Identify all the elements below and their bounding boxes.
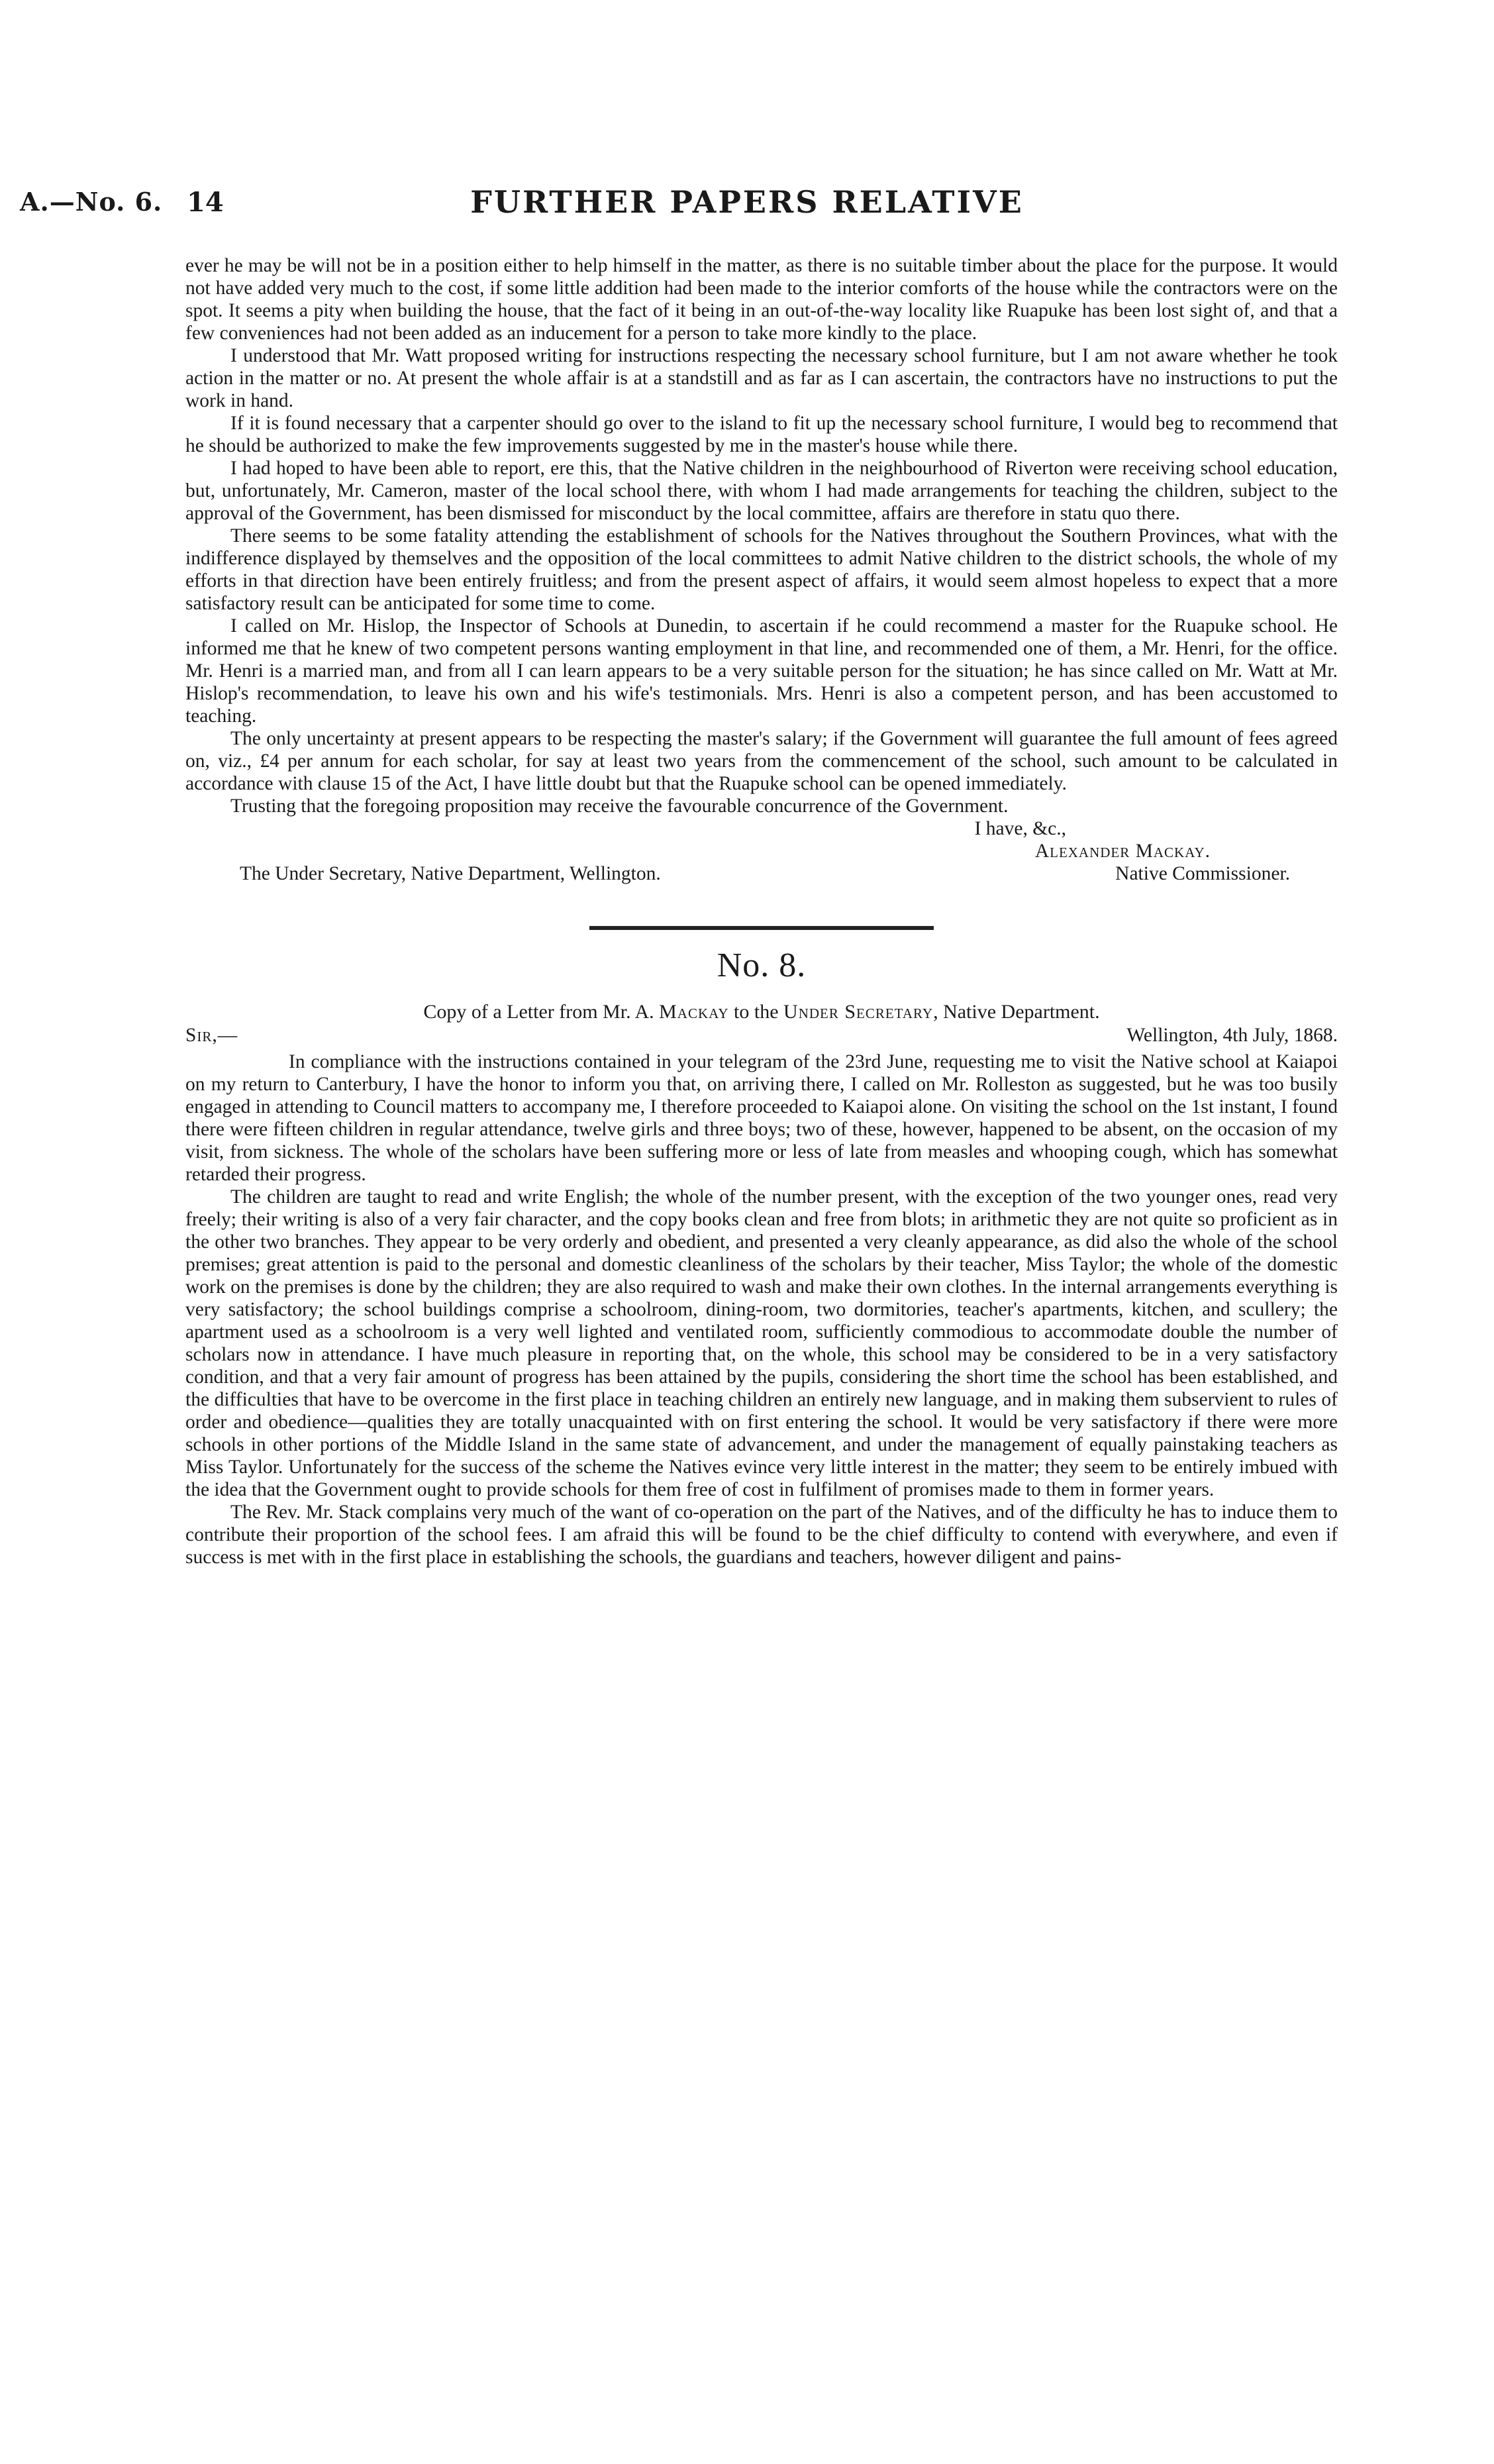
running-title: FURTHER PAPERS RELATIVE [470,184,1024,220]
caption-text: Copy of a Letter from Mr. A. [423,1001,660,1023]
signature: Alexander Mackay. [1034,841,1211,862]
caption-sender: Mackay [659,1001,729,1023]
continued-paragraph: There seems to be some fatality attending the establishment of schools for the Natives throughout the Southern Provinces, what with the indifference displayed by themselves and the opposition of the local committees to admit Native children to the district schools, the whole of my efforts in that direction have been entirely fruitless; and from the present aspect of affairs, it would seem almost hopeless to expect that a more satisfactory result can be anticipated for some time to come. [185,525,1338,614]
signer-title: Native Commissioner. [1115,863,1290,884]
closing-line: I have, &c., [974,818,1066,839]
letter-paragraph: The Rev. Mr. Stack complains very much of the want of co-operation on the part of the Natives, and of the difficulty he has to induce them to contribute their proportion of the school fees. I am afraid this will be found to be the chief difficulty to contend with everywhere, and even if success is met with in the first place in establishing the schools, the guardians and teachers, however diligent and pains- [185,1502,1338,1568]
continued-paragraph: I called on Mr. Hislop, the Inspector of Schools at Dunedin, to ascertain if he could recommend a master for the Ruapuke school. He informed me that he knew of two competent persons wanting employment in that line, and recommended one of them, a Mr. Henri, for the office. Mr. Henri is a married man, and from all I can learn appears to be a very suitable person for the situation; he has since called on Mr. Watt at Mr. Hislop's recommendation, to leave his own and his wife's testimonials. Mrs. Henri is also a competent person, and has been accustomed to teaching. [185,615,1338,727]
letter-paragraph: In compliance with the instructions contained in your telegram of the 23rd June, requesting me to visit the Native school at Kaiapoi on my return to Canterbury, I have the honor to inform you that, on arriving there, I called on Mr. Rolleston as suggested, but he was too busily engaged in attending to Council matters to accompany me, I therefore proceeded to Kaiapoi alone. On visiting the school on the 1st instant, I found there were fifteen children in regular attendance, twelve girls and three boys; two of these, however, happened to be absent, on the occasion of my visit, from sickness. The whole of the scholars have been suffering more or less of late from measles and whooping cough, which has somewhat retarded their progress. [185,1051,1338,1185]
letter-caption [185,1000,1338,1024]
section-divider [589,926,934,930]
place-date: Wellington, 4th July, 1868. [1126,1025,1338,1046]
continued-paragraph: ever he may be will not be in a position either to help himself in the matter, as there is no suitable timber about the place for the purpose. It would not have added very much to the cost, if some little addition had been made to the interior comforts of the house while the contractors were on the spot. It seems a pity when building the house, that the fact of it being in an out-of-the-way locality like Ruapuke has been lost sight of, and that a few conveniences had not been added as an inducement for a person to take more kindly to the place. [185,255,1338,344]
letter-number-heading: No. 8. [717,947,807,984]
letter-paragraph: The children are taught to read and write English; the whole of the number present, with the exception of the two younger ones, read very freely; their writing is also of a very fair character, and the copy books clean and free from blots; in arithmetic they are not quite so proficient as in the other two branches. They appear to be very orderly and obedient, and presented a very cleanly appearance, as did also the whole of the school premises; great attention is paid to the personal and domestic cleanliness of the scholars by their teacher, Miss Taylor; the whole of the domestic work on the premises is done by the children; they are also required to wash and make their own clothes. In the internal arrangements everything is very satisfactory; the school buildings comprise a schoolroom, dining-room, two dormitories, teacher's apartments, kitchen, and scullery; the apartment used as a schoolroom is a very well lighted and ventilated room, sufficiently commodious to accommodate double the number of scholars now in attendance. I have much pleasure in reporting that, on the whole, this school may be considered to be in a very satisfactory condition, and that a very fair amount of progress has been attained by the pupils, considering the short time the school has been established, and the difficulties that have to be overcome in the first place in teaching children an entirely new language, and in making them subservient to rules of order and obedience—qualities they are totally unacquainted with on first entering the school. It would be very satisfactory if there were more schools in other portions of the Middle Island in the same state of advancement, and under the management of equally painstaking teachers as Miss Taylor. Unfortunately for the success of the scheme the Natives evince very little interest in the matter; they seem to be entirely imbued with the idea that the Government ought to provide schools for them free of cost in fulfilment of promises made to them in former years. [185,1186,1338,1500]
continued-paragraph: I understood that Mr. Watt proposed writing for instructions respecting the necessary school furniture, but I am not aware whether he took action in the matter or no. At present the whole affair is at a standstill and as far as I can ascertain, the contractors have no instructions to put the work in hand. [185,345,1338,411]
continued-paragraph: Trusting that the foregoing proposition may receive the favourable concurrence of the Government. [230,796,1009,817]
page-number: 14 [187,187,224,218]
signature-row [185,862,1338,889]
document-reference: A.—No. 6. [20,187,163,217]
caption-text: , Native Department. [933,1001,1100,1023]
continued-paragraph: If it is found necessary that a carpenter should go over to the island to fit up the necessary school furniture, I would beg to recommend that he should be authorized to make the few improvements suggested by me in the master's house while there. [185,413,1338,456]
continued-paragraph: The only uncertainty at present appears to be respecting the master's salary; if the Government will guarantee the full amount of fees agreed on, viz., £4 per annum for each scholar, for say at least two years from the commencement of the school, such amount to be calculated in accordance with clause 15 of the Act, I have little doubt but that the Ruapuke school can be opened immediately. [185,728,1338,794]
caption-recipient: Under Secretary [783,1001,934,1023]
salutation-row [185,1024,1338,1051]
continued-paragraph: I had hoped to have been able to report, ere this, that the Native children in the neighbourhood of Riverton were receiving school education, but, unfortunately, Mr. Cameron, master of the local school there, with whom I had made arrangements for teaching the children, subject to the approval of the Government, has been dismissed for misconduct by the local committee, affairs are therefore in statu quo there. [185,458,1338,524]
page-body [185,254,1338,1568]
page-header [0,184,1494,227]
caption-text: to the [728,1001,784,1023]
addressee: The Under Secretary, Native Department, Wellington. [240,863,661,884]
salutation: Sir,— [185,1025,238,1046]
